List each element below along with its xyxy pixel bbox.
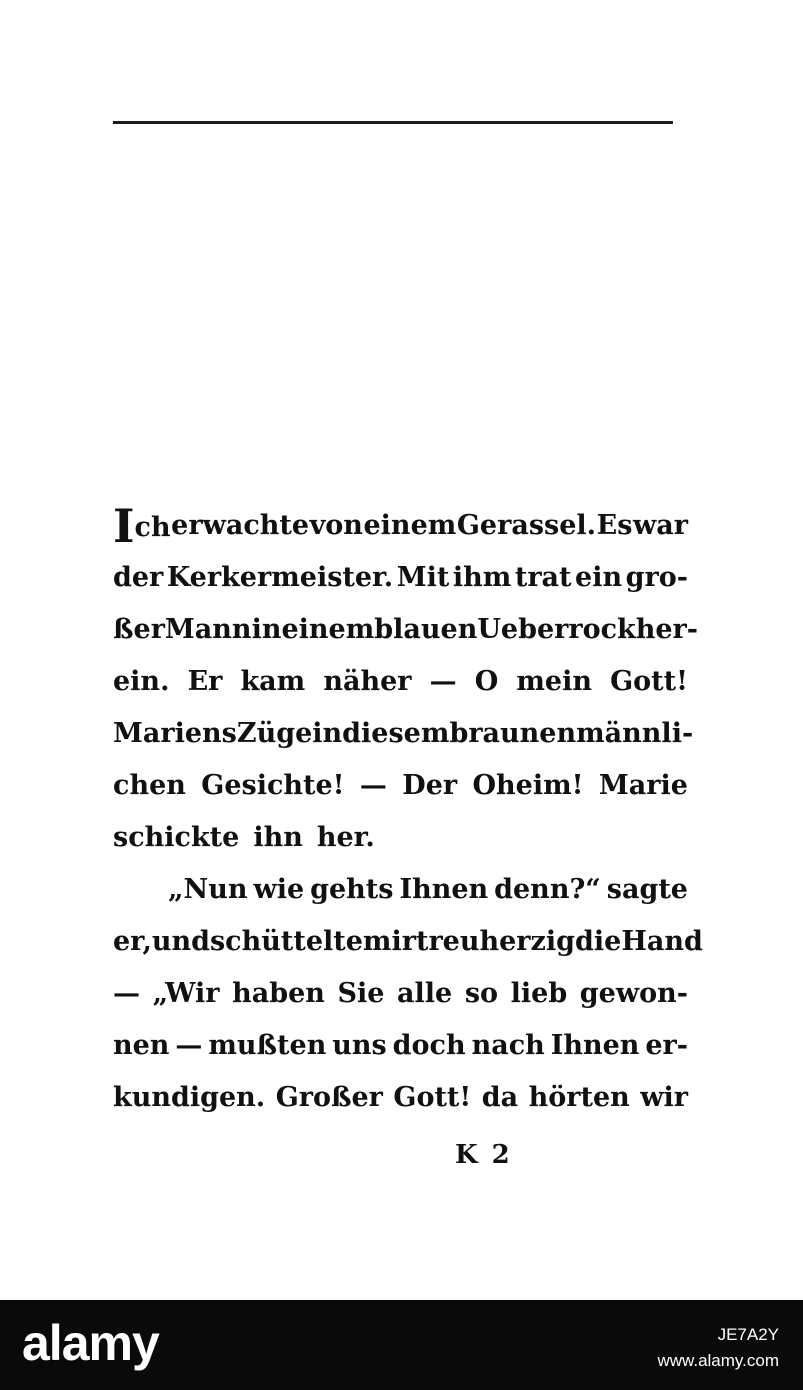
word: ein (575, 562, 623, 593)
text-line (113, 500, 688, 552)
text-line (113, 708, 694, 760)
image-id: JE7A2Y (717, 1325, 779, 1344)
brand-logo: alamy (22, 1315, 159, 1371)
word: braunen (449, 718, 577, 749)
word: die (575, 926, 622, 957)
watermark-footer (0, 1300, 803, 1390)
word: doch (392, 1030, 466, 1061)
word: Es (596, 510, 633, 541)
word: Ihnen (399, 874, 489, 905)
word: Marie (598, 770, 688, 801)
word: er- (645, 1030, 688, 1061)
word: Kerkermeister. (166, 562, 394, 593)
word: chen (113, 770, 186, 801)
word: Züge (236, 718, 313, 749)
word: wie (253, 874, 305, 905)
word: erwachte (171, 510, 310, 541)
word: kam (240, 666, 306, 697)
word: nach (471, 1030, 545, 1061)
word: in (251, 614, 282, 645)
word: ihm (452, 562, 512, 593)
word: er, (113, 926, 152, 957)
text-line (113, 1072, 688, 1124)
word: ein. (113, 666, 170, 697)
word: Gesichte! (201, 770, 345, 801)
word: trat (514, 562, 572, 593)
word: Gerassel. (456, 510, 597, 541)
text-line (113, 812, 688, 864)
word: denn?“ (494, 874, 601, 905)
word: mein (516, 666, 592, 697)
word: gehts (310, 874, 394, 905)
text-line (113, 656, 688, 708)
word: treuherzig (415, 926, 575, 957)
footer-meta (657, 1322, 779, 1374)
word: — (113, 978, 140, 1009)
word: Mann (164, 614, 252, 645)
word: Ihnen (550, 1030, 640, 1061)
signature-letter: K (455, 1140, 478, 1170)
word: da (481, 1082, 519, 1113)
word: — (175, 1030, 203, 1061)
word: — (359, 770, 387, 801)
word: ßer (113, 614, 165, 645)
word: einem (281, 614, 375, 645)
word: mußten (208, 1030, 327, 1061)
word: wir (640, 1082, 688, 1113)
word: diesem (342, 718, 450, 749)
site-url: www.alamy.com (657, 1351, 779, 1370)
word: und (151, 926, 210, 957)
word: war (632, 510, 688, 541)
word: her- (635, 614, 698, 645)
word: einem (363, 510, 457, 541)
word: Sie (337, 978, 385, 1009)
word: O (474, 666, 499, 697)
text-line (113, 552, 688, 604)
signature-number: 2 (491, 1140, 510, 1170)
word: der (113, 562, 164, 593)
word: Großer (275, 1082, 383, 1113)
text-line (113, 916, 703, 968)
word: schickte (113, 822, 240, 853)
word: — (429, 666, 457, 697)
word: haben (232, 978, 325, 1009)
header-rule (113, 121, 673, 124)
word: gro- (625, 562, 688, 593)
word: sagte (606, 874, 688, 905)
body-text (113, 499, 703, 1124)
word: so (464, 978, 499, 1009)
text-line (113, 604, 698, 656)
page-signature (455, 1140, 510, 1170)
text-line (113, 968, 688, 1020)
word: Der (402, 770, 458, 801)
word: Mit (396, 562, 450, 593)
word: „Wir (152, 978, 220, 1009)
word: Mariens (113, 718, 237, 749)
text-line (113, 760, 688, 812)
word: gewon- (579, 978, 688, 1009)
word: Er (187, 666, 223, 697)
word: uns (332, 1030, 387, 1061)
word: her. (316, 822, 375, 853)
word: lieb (510, 978, 568, 1009)
word: mir (362, 926, 416, 957)
text-line (113, 864, 688, 916)
word: schüttelte (209, 926, 363, 957)
word: kundigen. (113, 1082, 266, 1113)
word: Ich (113, 499, 171, 553)
word: Gott! (393, 1082, 472, 1113)
text-line (113, 1020, 688, 1072)
word: näher (323, 666, 412, 697)
word: Hand (621, 926, 703, 957)
word: Gott! (610, 666, 688, 697)
word: ihn (253, 822, 303, 853)
word: „Nun (168, 874, 248, 905)
word: in (312, 718, 343, 749)
word: Oheim! (472, 770, 584, 801)
word: blauen (374, 614, 478, 645)
word: hörten (528, 1082, 630, 1113)
word: Ueberrock (477, 614, 636, 645)
word: nen (113, 1030, 170, 1061)
word: alle (397, 978, 453, 1009)
word: von (309, 510, 363, 541)
word: männli- (576, 718, 694, 749)
